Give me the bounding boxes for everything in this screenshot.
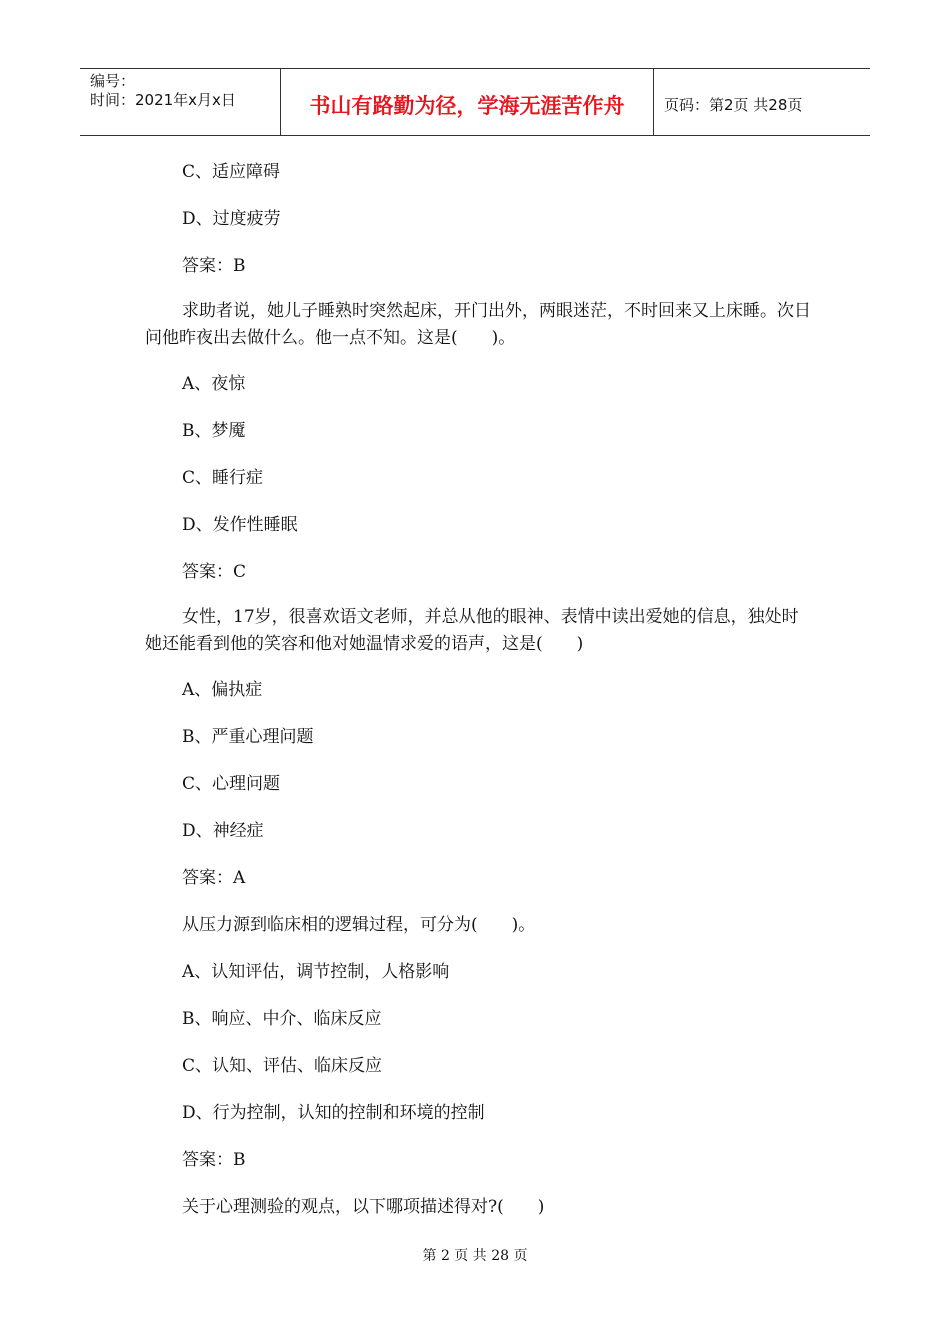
option-line: D、发作性睡眠 — [182, 515, 298, 535]
option-line: A、夜惊 — [182, 374, 246, 394]
option-line: A、认知评估，调节控制，人格影响 — [182, 962, 450, 982]
answer-line: 答案：B — [182, 256, 246, 276]
option-line: C、适应障碍 — [182, 162, 281, 182]
page-header — [80, 68, 870, 136]
option-line: B、严重心理问题 — [182, 727, 314, 747]
header-time-label: 时间：2021年x月x日 — [90, 91, 236, 109]
document-body — [145, 157, 815, 1239]
option-line: B、梦魇 — [182, 421, 246, 441]
answer-line: 答案：C — [182, 562, 247, 582]
question-text: 关于心理测验的观点，以下哪项描述得对?( ) — [182, 1197, 545, 1217]
option-line: D、过度疲劳 — [182, 209, 281, 229]
option-line: D、行为控制，认知的控制和环境的控制 — [182, 1103, 485, 1123]
question-text: 女性，17岁，很喜欢语文老师，并总从他的眼神、表情中读出爱她的信息，独处时她还能看到他的笑容和他对她温情求爱的语声，这是( ) — [145, 607, 799, 654]
option-line: B、响应、中介、临床反应 — [182, 1009, 382, 1029]
header-meta — [80, 69, 281, 135]
option-line: C、认知、评估、临床反应 — [182, 1056, 383, 1076]
option-line: C、心理问题 — [182, 774, 281, 794]
answer-line: 答案：A — [182, 868, 246, 888]
header-page-info: 页码：第2页 共28页 — [664, 95, 803, 114]
answer-line: 答案：B — [182, 1150, 246, 1170]
option-line: D、神经症 — [182, 821, 264, 841]
page-footer: 第 2 页 共 28 页 — [422, 1248, 528, 1264]
header-number-label: 编号： — [90, 72, 136, 90]
header-motto: 书山有路勤为径，学海无涯苦作舟 — [281, 69, 654, 135]
option-line: A、偏执症 — [182, 680, 263, 700]
question-text: 求助者说，她儿子睡熟时突然起床，开门出外，两眼迷茫，不时回来又上床睡。次日问他昨夜出去做什么。他一点不知。这是( )。 — [145, 301, 811, 348]
option-line: C、睡行症 — [182, 468, 264, 488]
question-text: 从压力源到临床相的逻辑过程，可分为( )。 — [182, 915, 536, 935]
